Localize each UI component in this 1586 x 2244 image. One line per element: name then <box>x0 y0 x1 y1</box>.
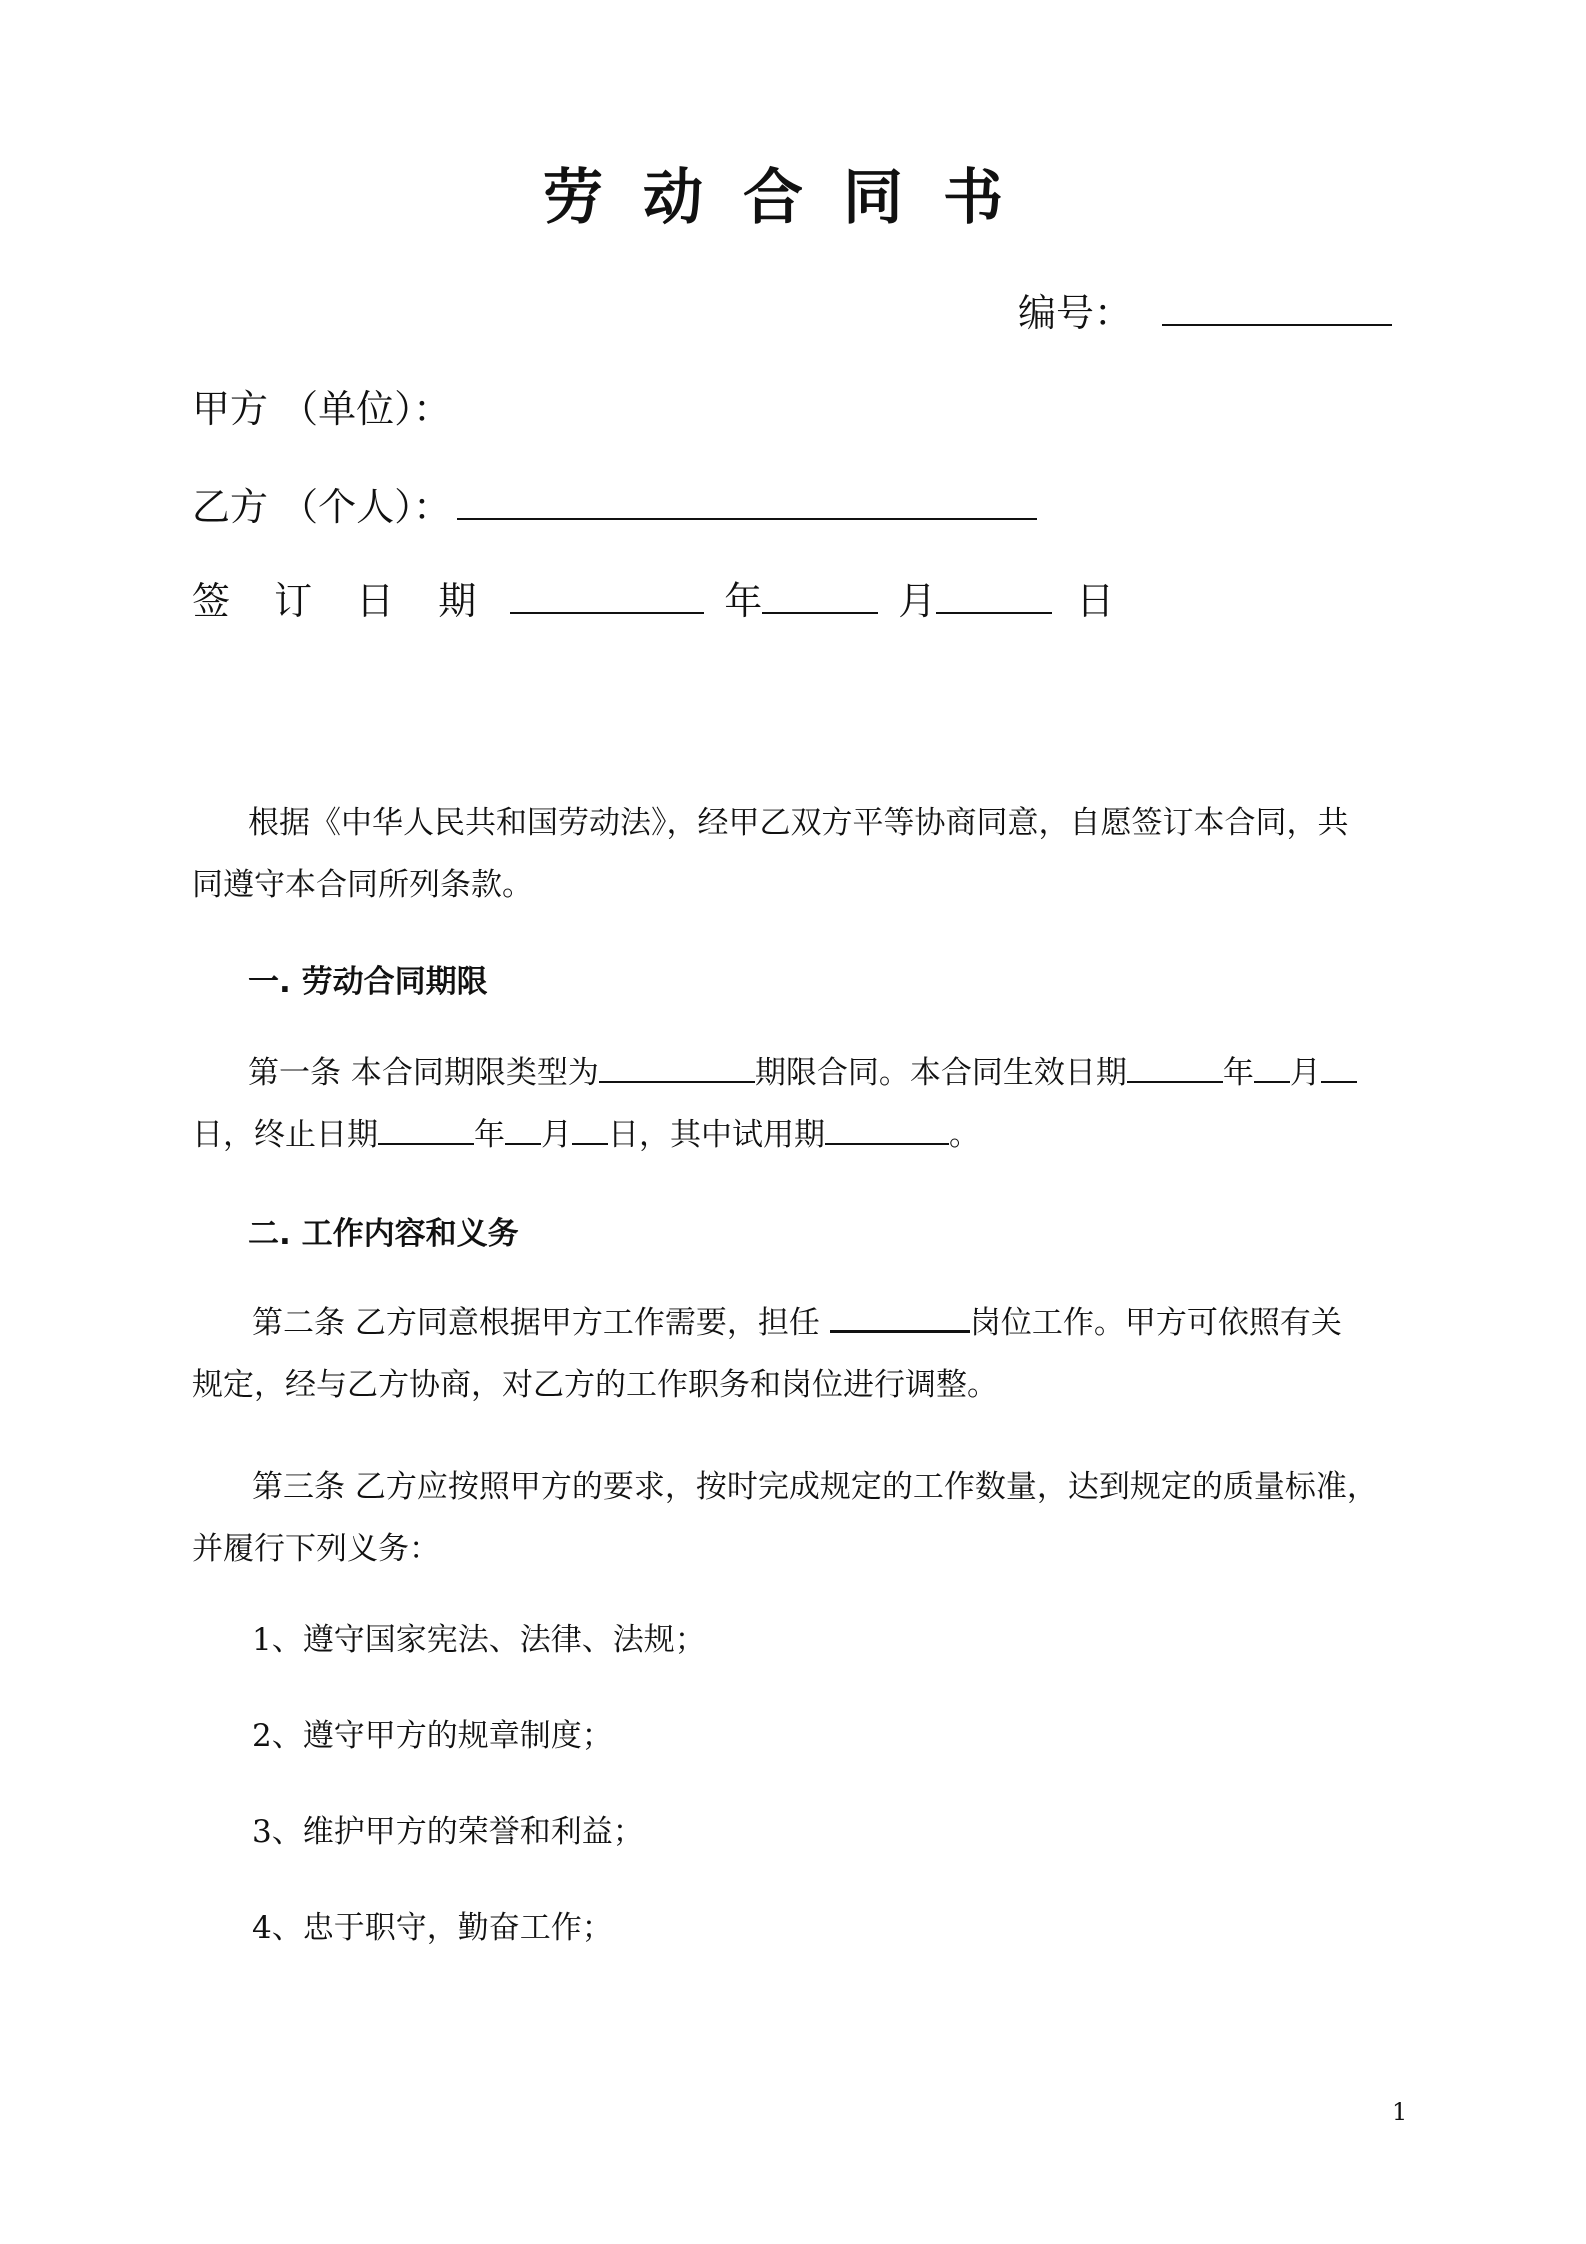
clause-1-line-2 <box>192 1104 1404 1166</box>
sign-day-blank[interactable] <box>936 578 1052 614</box>
duty-item: 2、遵守甲方的规章制度； <box>252 1718 613 1754</box>
clause-3-line-1: 第三条 乙方应按照甲方的要求，按时完成规定的工作数量，达到规定的质量标准， <box>252 1469 1378 1505</box>
intro-line-2: 同遵守本合同所列条款。 <box>192 867 533 903</box>
contract-type-blank[interactable] <box>599 1052 755 1083</box>
contract-number-label: 编号： <box>1018 291 1133 335</box>
start-month-blank[interactable] <box>1254 1052 1290 1083</box>
party-b-blank[interactable] <box>457 484 1037 520</box>
clause-3-line-2: 并履行下列义务： <box>192 1531 440 1567</box>
party-b-label: 乙方 （个人）： <box>192 485 452 529</box>
clause-2 <box>192 1292 1404 1416</box>
page-number: 1 <box>1392 2098 1408 2126</box>
sign-date-label: 签 订 日 期 <box>192 579 493 623</box>
clause-3 <box>192 1456 1404 1580</box>
clause-1-text-a: 第一条 本合同期限类型为 <box>248 1055 599 1091</box>
start-year-blank[interactable] <box>1127 1052 1223 1083</box>
sign-month-label: 月 <box>898 579 937 623</box>
party-a-label: 甲方 （单位）： <box>192 387 452 431</box>
intro-line-1: 根据《中华人民共和国劳动法》，经甲乙双方平等协商同意，自愿签订本合同，共 <box>248 805 1349 841</box>
clause-1-text-e: 日，终止日期 <box>192 1117 378 1153</box>
clause-1-text-b: 期限合同。本合同生效日期 <box>754 1055 1127 1091</box>
clause-1 <box>192 1042 1404 1166</box>
sign-day-label: 日 <box>1076 579 1115 623</box>
clause-2-line-1 <box>192 1292 1404 1354</box>
contract-number-blank[interactable] <box>1162 290 1392 326</box>
duty-item: 1、遵守国家宪法、法律、法规； <box>252 1622 706 1658</box>
section-2-heading: 二. 工作内容和义务 <box>248 1216 519 1252</box>
probation-blank[interactable] <box>825 1114 949 1145</box>
document-title: 劳动合同书 <box>543 163 1043 233</box>
clause-1-text-c: 年 <box>1222 1055 1254 1091</box>
sign-year-blank[interactable] <box>510 578 704 614</box>
sign-year-label: 年 <box>724 579 763 623</box>
clause-1-text-f: 年 <box>474 1117 505 1153</box>
duty-item: 4、忠于职守，勤奋工作； <box>252 1910 613 1946</box>
contract-number <box>1018 282 1392 337</box>
sign-month-blank[interactable] <box>762 578 878 614</box>
end-month-blank[interactable] <box>505 1114 541 1145</box>
clause-2-text-b: 岗位工作。甲方可依照有关 <box>969 1305 1342 1341</box>
end-day-blank[interactable] <box>572 1114 608 1145</box>
position-blank[interactable] <box>830 1301 970 1333</box>
clause-1-text-i: 。 <box>949 1117 980 1153</box>
sign-date-line <box>192 570 1114 625</box>
duty-item: 3、维护甲方的荣誉和利益； <box>252 1814 644 1850</box>
clause-1-line-1 <box>192 1042 1404 1104</box>
clause-1-text-d: 月 <box>1289 1055 1321 1091</box>
intro-paragraph <box>192 792 1404 916</box>
end-year-blank[interactable] <box>378 1114 474 1145</box>
clause-1-text-h: 日，其中试用期 <box>608 1117 825 1153</box>
start-day-blank[interactable] <box>1321 1052 1357 1083</box>
clause-2-line-2: 规定，经与乙方协商，对乙方的工作职务和岗位进行调整。 <box>192 1367 998 1403</box>
clause-2-text-a: 第二条 乙方同意根据甲方工作需要，担任 <box>252 1305 820 1341</box>
clause-1-text-g: 月 <box>541 1117 572 1153</box>
party-b-line <box>192 476 1037 531</box>
party-a-line <box>192 378 451 433</box>
section-1-heading: 一. 劳动合同期限 <box>248 964 488 1000</box>
